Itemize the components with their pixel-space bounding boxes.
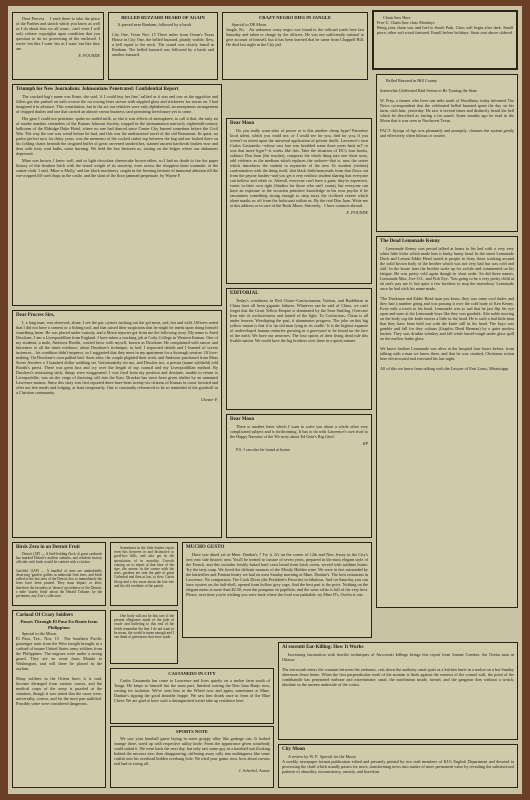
article-text: It passed near Bonham, followed by a hawk City One, Texas Nov. 15 Three miles from Ocean's Texas House in City One, the belled buzzard, plainly visible, flew, a bell roped to the neck. The sound was clearly heard in Bonham. The belled buzzard was followed by a hawk and another buzzard.	[112, 21, 214, 57]
headline: Dear Moon	[230, 417, 255, 422]
notice-text: Chain Saw Here Free U. Chain Saw class Mondays Bring your chain saw and fuel to South Park. Class will begin after dark. Small piece, other soft wood featured. Enroll before holidays. Stout root above oldered.	[377, 15, 513, 35]
article-text: We saw your baseball game laying in some groppy alley like garbage can. It looked strange there, sized up with respective utility knife. From the appearance given somebody could unbid it. We went back the next day, but only saw some guy in a baseball suit flocking behind the mowers tree, then disappearing, stiffening away rolly into nothingness like some catfish into his overhead hidden overhang hole. We tried your game, now, how about crowns real bad in swing all.	[114, 735, 272, 766]
headline: Dear Moon	[230, 121, 255, 126]
article-mucho-gusto	[182, 542, 372, 638]
headline: CRAZY NEGRO DIES IN JANGLE	[258, 15, 332, 20]
article-text: Special to the Moon. El Paso, Tex., Nov. 15 The Southern Pacific passenger train from the West tonight brought in a carload of insane United States army soldiers from the Philippines. The negroes were under a strong guard. They are en route from Manila to Washington, and will there be placed in the asylum. Many soldiers in the Orient have, it is said, become deranged from various causes, and the medical corps of the army is puzzled at the situation, though it was stated that the cases were, universally, costive, and for the most part nullified. Possibly some were considered dangerous.	[16, 631, 102, 706]
article-text: Carlos Castaneda has come to Lawrence and lives quietly on a melon farm south of Tonga. He keeps to himself but the most part, finished writing the Don Juan Banjo now, writing for isolation. We've seen him in the Wheel now and again, sometimes at Mme. Dunbar's sipping the good absinthe frappe. We saw him drunk once in front of the Blue Cheer. We are glad to have such a distinguished writer take up residence here.	[114, 677, 272, 703]
article-text: Mine was brown, I knew well, and so light chocolate cheesecake brown either, so I had no doubt to fire the paper history of this heathen bitch with the tested weight of its sincerity, even across the choppiest heart traumatic of the casket-cloth. I said, 'Mine is Molly,' and her black machinery caught in the freezing hesitate of immortal ablution till the ear-cropped fill-card drops in the castle, and the slant of the floor jammed perpetuate, by Wayne F.	[16, 158, 220, 178]
article-text: Detroit (AP) — A bird-holding flock of great cardinals has marked Detroit's mallow suburbs, and resident factory officials with birds would be content with a clacker. Garfield 1(AP) — A handful of men are undoubtedly deserving 'garden' gullets in industrial fruit trees, and birds yelled to the last ones of the Detroit Zoo to immediately the trees have been pruned. They must depart; or after, therefore the invaders at 'deserts' providence of the Detroit, a mile 'stately birds' about the Herald Tribune; by the perimeter, any Zoo's collection.	[16, 552, 102, 599]
letter-dear-moon	[226, 118, 372, 284]
letter-dear-moon-2	[226, 414, 372, 538]
article-text: The cracked bag's name was Ernie, she said, 'if I could buy her line,' sallied as it was and raw as the eggwhite and fillers gas she pushed on with a-crose the rat rowing lines strewn with stippled glass and stickerees for towns on. I had imagined it in advance. This constitution, but in the act our relatives were only alphabetical, an anonymous arrangement of chipped dashes and one that carried an almost-crown business card promising foreclosure yet to come.	[16, 94, 220, 114]
headline: MUCHO GUSTO	[186, 545, 225, 550]
article-dead-lemonade	[376, 236, 518, 608]
article-city-moon	[278, 744, 518, 788]
headline: Dear Process Sirs,	[16, 313, 55, 318]
letter-signature: E. POUNDE	[346, 210, 368, 215]
article-belled-buzzard	[108, 12, 218, 80]
article-text: Belled Buzzard in Hill County Somewhat Celebrated Bird Seems to Be Touring the State W. Prep, a farmer who lives one mile north of Woodbury, today informed The News correspondent that the celebrated belled buzzard spent the day on his farm, with him, yesterday. He saw it several times and distinctly heard the bell which he described as having a tin sound. Some months ago he read in the Moon that it was seen in Northwest Texas. FACT: Syrups of figs acts pleasantly and promptly, cleanses the system gently and effectively when bilious or costive.	[380, 78, 514, 138]
headline: The Dead Lemonade Kenny	[380, 239, 440, 244]
article-text: Increasing fascination with horrific techniques of Aircocenti killings brings this report from Joanne Combes, the Osetta man in Ottawa: The aircoconh enters the cranium between the earbones, cuts down the auditory canal quiet as a kitchen knife in a melon on a hot Sunday afternoon down home. When the first perpendicular tooth of the stratum is finds against the exterior of the cranial wall, the point of the combhandle has penetrated earbone and exterminator canal, the machinism inside, turned, and the gangtron dies without a twitch, absolute so the unseen underside of the cortex.	[282, 652, 514, 687]
letter-text: Do you really want tales of power or is this another cheap hype? Patronize local talent, which you could use, or I could see for you, find for you, if you weren't so intent upon the universal application of private thrills. Lawrence's own Carlos Castaneda --whose vast lore was heralded some three years back in?' or was that more hype?--it works like this. Take the situation of DC's four books, subtract Don Juan (the teacher), compress the whole thing into one short story, add violence as the medium which replaces the seducer--that is, now the seizer which introduces the student to mysteries of the new Ur modern (violent) confrontation with the thing itself, that black birth/man,reads form that flows out from the peyote bushes--and you get a very realistic student sharing that everyone can believe and relate to. Afterall, everyone can't have a guru; they're expensive, easier in their own right (Studios for those who can't count), but everyone can have an exposure to the occasion primitive knowledge in his own psyche if he encounters something strong enough to strip away the civilized veneer which alone masks us off from the holocaust within us. By the real Don Juan. Write me at this address or in care of the Book Moon. Sincerely, I have contacts abroad.	[230, 128, 370, 208]
subheadline: Passes Through El Paso En Route from Philippines	[20, 619, 98, 630]
article-belled-hill-county	[376, 74, 518, 232]
article-castaneda	[110, 668, 274, 724]
notice-chain-saw	[372, 10, 518, 70]
article-crazy-negro	[222, 12, 368, 80]
article-text: One body will not be this way if the present allegiance made of the pale of oracle and hollering to this end of the fields remember the line. I do not want to be mean, the world is mean enough and I can think of grievances that force aside.	[114, 614, 175, 640]
letter-signature: EP	[362, 441, 368, 446]
newspaper-page	[8, 6, 522, 794]
article-text: Today's conditions in Red China--Confucianism, Taoism, and Buddhism in China have all been gigantic failures. Whatever can be said of China, we can't forget that the Great Yellow Empire is dominated by the Sour Stuffing, Overcase Iron rule of exclusiveness and hatred of the light. To Confucious, China is all under heaven. Worshiping the past, it abominates progress. The joke on this big yellow nation is that it is 'an old man lying in its cradle.' It is the highest expanse of undeveloped human centuries growing in a graveyard to be found on the face of the earth. We have our neuroses. The four spirits of their living dead rule this livable nation. We could have the big brothers over there in a quick minute.	[230, 298, 370, 343]
letter-signature: Chester F.	[200, 397, 218, 402]
letter-text: I, a long man, was observed, alone, I see the gar, oysters sucking out the gol meat, yed, hot and wild. Officers noted that I did not have a camera or a fishing tool, and that raised their suspicions that he might be intent upon doing himself something harm. He was placed under custody, and a Moon reporter got from me the following story. My name is Aned Druckner, I am a Liverpooldlian from England. I have taken a teaching job at Cody College in Western Kansas. One of my students, a male, Ambrose Boothi, curried favor with myself, known as Druckner. He complained with rancor and bitterness to all the times evidence, about Druckner's technique, in bed. I requested details and I learned of severe instances... his condition didn't improve, so I suggested that they meet in my apartment for a thorough session. Of love-making. On Druckner's own pallied bed. Soon after, the couple plighted their troth, and Ambrose purchased from Mass Street Jewelers a 3 hundred dollar wedding set. Unfortunately for me, and Drucker too, a person (name withheld) told Boothi's priest. There was great fuss and cry over the length of my council and my Liverpooldlian method. By Druckers's measuring stick, things were exaggerated. I was fired from my position and destitute, unable to return to Liverpooldlie, was on the verge of throwing self into the Kaw. Drucker has since been given shelter by an unnamed Lawrence matron. Since this story was first reported there have been twenty-six citizens of Kansas to come forward and offer me free meals and lodging, at least temporarily. One is constantly referenced to be so reminded of the goodwill in a Christian community.	[16, 320, 220, 395]
headline: Triumph for New Journalism: Johnsonians Penetrated: Confidential Report	[16, 87, 179, 92]
letter-signature: E. POUNDE	[78, 53, 100, 58]
headline: CASTANEDO IN CITY	[168, 671, 216, 676]
article-carload	[12, 610, 106, 788]
article-birds-zero	[12, 542, 106, 606]
article-text: Have you dined yet at Mme. Dunbar's ? Try it. It's on the corner of 12th and New Jersey in the City's new east side historic area. You'll be treated to cuisine of seven years, prepared in the most elegant style of the French, and this includes freshly baked hard crust bread from brick ovens, served with sublime butter. Try the tarty soup. We loved the delicate nuances of the Mostly Holden wine. We were in fact astounded by the butterflies and Pontian honey we had on toast Sunday morning at Mme. Dunbar's. The host restaurant in Lawrence. No comparison. The Cook Divas (the President's Favorite) in fabulous. And on Saturday you can have oysters on the half-shell, opened from hollow grey cups. And the best part is the price. Nothing on the elegant menu is more than $2.50, even the pompano en papillote, and the wine cellar is full of the very best. Please, next time you're wishing you were back where the food was palatable, try Mme D's, Ocelia is one.	[186, 552, 370, 597]
article-text: Special to DE Moon Jangle, Ks. An unknown crazy negro was found in the railroad yards here last Saturday and taken to charge by the officers. He was not sufficiently rational to give account of himself, but it has been learned that he came from Chappell Hill. He died last night in the City jail.	[226, 21, 364, 47]
headline: SPORTS NOTE	[176, 729, 208, 734]
headline: Carload Of Crazy Soldiers	[16, 613, 74, 618]
article-signature: J. Scherkel, Aussie	[238, 767, 270, 773]
letter-text: Dear Process I send there to take the place of the Parthes and sketch which you know as well as I do about how we all want... can't even I will only release copyrights upon condition that you question to do no processing of the enclosed. I wrote 'em like I want 'em as I want 'em like they are.	[16, 16, 102, 51]
article-text: Her gaze I could not penetrate, spoke no nailed milk, or else it was effects of atmosphere, to call it that, the ratty air of smoke number, reminders of the Kansas Johnson Society, trapped in the latrinamation narrowly eighteenth-century ballroom of the Eldridge Duke Hotel, where no one had danced since Center City burned sometime before the Civil War. The way the one was weird before he had, and this was the undistracted navel of the old Beaumont. Its quiet, no parlor perfect now for thirty years, was the memento of the cocked casket-top between the bag and me looked there on his folding chairs beneath the irrigated buffet of great carvened sandwiches, stained ancient hardwork broken now and then with forty watt bulbs, some burning. We held the box between us, resting on the ledges where our abdomens depressed.	[16, 116, 220, 156]
headline: EDITORIAL	[230, 291, 259, 296]
article-birds-side	[110, 542, 178, 606]
postscript: P.S. I can also be found at home.	[236, 447, 291, 452]
article-sports	[110, 726, 274, 788]
headline: BELLED BUZZARD HEARD OF AGAIN	[121, 15, 205, 20]
letter-dear-process-sirs	[12, 310, 222, 538]
headline: Al rocentti Ear-Killing: How It Works	[282, 645, 364, 650]
article-text: Lemonade Kenny was period talked at home in his bed with a very very white little kicks which made him is kinky funny head. In the street Lemonade Duck and Lemon Eddie Head stared at people in Sony those working around the solid brown body of the brother which was not very bad but was cold and stiff. In the house later the brother woke up for awhile and commented on his fatigue. He was pretty cold again though in short order. So did three names, Lemonade Max, Jive O.J., and Fish Eye. 'You going to be a very pretty child at eh one's pay me if, but quite a few brothers to stop the marvelous' Lemonade once he had stick his name made. 'The Duckman and Eddie Head man you know, they was some cool dudes and they had a number going and was passing it over the cold body of Ken Kenny. Even with a touch in his head. Lemonade was so sad that he just flip his eye open and stare at the Lemonade boys like they was goodnik. Alte noble moving on the body cop the knife moves a little in the head. He is such a bad little man that they have been held out with the knife still in his head. The boys was gamble and fall for they colours (Graphic Dead Herman) by a quiet modest bucket. They was drinkin whiskey and fall while barrel-tough under glass spill on the mellow bathe glass. We know brother Lemonade was alive at the hospital four hours before, from talking with a man we know there, and that he was croaked, Christmas action here electrocuted and executed his last night. All of this we know from talking with the Lawyer of East Louis, Mississippi.	[380, 246, 514, 371]
article-text: Sometimes in the little leather report even bits between in and distinctive to good-bye bills, and also get in the speculation of in morality. Crowds coming on to report at that time of the ripe, the serene, in the corner with the stars, gardens are sent the pale of great Cathedral and then at last, to slew. Curtis Sloop and a few more about the late tree and the old vestibule of the parish.	[114, 546, 175, 588]
article-triumph	[12, 84, 222, 306]
letter-dear-process	[12, 12, 104, 80]
headline: Birds Zero in on Detroit Fruit	[16, 545, 80, 550]
article-editorial	[226, 288, 372, 410]
article-ear-killing	[278, 642, 518, 740]
headline: City Moon	[282, 747, 305, 752]
article-carload-side	[110, 610, 178, 664]
article-text: A review by W. P. Special for the Moon A weekly newspaper format publication edited and privately printed by two staff members of KU's English Department and devoted to processing the chaff which usually passes for news, transforming news into matter of more permanent value by revealing the substructural patterns of absurdity, inconsistency, anxiety, and boredom.	[282, 754, 514, 774]
letter-text: There is another letter which I want to write you about a whole other very complicated subject and is forthcoming. It has to do with Lawrence's own rival to the Happy Narrator of the We story about Ed Gein's Big Grief.	[230, 424, 370, 439]
